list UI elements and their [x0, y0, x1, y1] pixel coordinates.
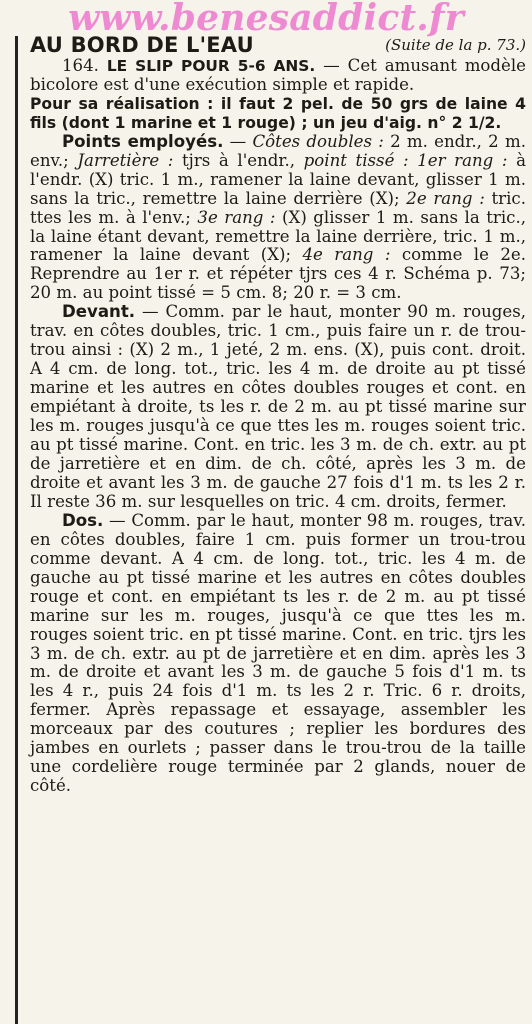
- points-text-4: à l'endr. (X) tric. 1 m., ramener la laine devant, glisser 1 m. sans la tric., remettre la laine derrière (X);: [30, 150, 526, 208]
- watermark-text: www.benesaddict.fr: [68, 0, 464, 39]
- item-number: 164.: [62, 55, 99, 75]
- points-text-5: tric. ttes les m. à l'env.;: [30, 188, 526, 227]
- points-text-7: comme le 2e. Reprendre au 1er r. et répéter tjrs ces 4 r. Schéma p. 73; 20 m. au point tissé = 5 cm. 8; 20 r. = 3 cm.: [30, 245, 526, 303]
- points-italic-3: point tissé : 1er rang :: [303, 150, 508, 170]
- dos-text: — Comm. par le haut, monter 98 m. rouges, trav. en côtes doubles, faire 1 cm. puis former un trou-trou comme devant. A 4 cm. de long. tot., tric. les 4 m. de gauche au pt tissé marine et les autres en côtes doubles rouge et cont. en empiétant ts les r. de 2 m. au pt tissé marine sur les m. rouges, jusqu'à ce que ttes les m. rouges soient tric. en pt tissé marine. Cont. en tric. tjrs les 3 m. de ch. extr. au pt de jarretière et en dim. après les 3 m. de droite et avant les 3 m. de gauche 5 fois d'1 m. ts les 4 r., puis 24 fois d'1 m. ts les 2 r. Tric. 6 r. droits, fermer. Après repassage et essayage, assembler les morceaux par des coutures ; replier les bordures des jambes en ourlets ; passer dans le trou-trou de la taille une cordelière rouge terminée par 2 glands, nouer de côté.: [30, 510, 526, 796]
- intro-paragraph: [30, 57, 526, 95]
- intro-text: — Cet amusant modèle bicolore est d'une exécution simple et rapide.: [30, 55, 526, 94]
- points-italic-2: Jarretière :: [77, 150, 174, 170]
- dos-paragraph: [30, 512, 526, 796]
- points-italic-6: 4e rang :: [302, 245, 391, 265]
- model-name: LE SLIP POUR 5-6 ANS.: [106, 56, 316, 75]
- article-title: AU BORD DE L'EAU: [30, 33, 254, 57]
- points-italic-5: 3e rang :: [197, 207, 276, 227]
- points-text-2: 2 m. endr., 2 m. env.;: [30, 131, 526, 170]
- column-rule: [15, 36, 18, 1024]
- points-label: Points employés.: [62, 131, 224, 151]
- points-text-3: tjrs à l'endr.,: [173, 150, 304, 170]
- devant-paragraph: [30, 303, 526, 511]
- points-paragraph: [30, 133, 526, 304]
- continuation-note: (Suite de la p. 73.): [385, 36, 526, 54]
- article-column: [30, 33, 526, 796]
- points-text-6: (X) glisser 1 m. sans la tric., la laine étant devant, remettre la laine derrière, tric. 1 m., ramener la laine devant (X);: [30, 207, 526, 265]
- materials-paragraph: Pour sa réalisation : il faut 2 pel. de 50 grs de laine 4 fils (dont 1 marine et 1 rouge) ; un jeu d'aig. n° 2 1/2.: [30, 94, 526, 132]
- devant-label: Devant.: [62, 302, 136, 322]
- devant-text: — Comm. par le haut, monter 90 m. rouges, trav. en côtes doubles, tric. 1 cm., puis faire un r. de trou-trou ainsi : (X) 2 m., 1 jeté, 2 m. ens. (X), puis cont. droit. A 4 cm. de long. tot., tric. les 4 m. de droite au pt tissé marine et les autres en côtes doubles rouges et cont. en empiétant à droite, ts les r. de 2 m. au pt tissé marine sur les m. rouges jusqu'à ce que ttes les m. rouges soient tric. au pt tissé marine. Cont. en tric. les 3 m. de ch. extr. au pt de jarretière et en dim. de ch. côté, après les 3 m. de droite et avant les 3 m. de gauche 27 fois d'1 m. ts les 2 r. Il reste 36 m. sur lesquelles on tric. 4 cm. droits, fermer.: [30, 302, 526, 511]
- article-heading: [30, 33, 526, 57]
- points-italic-4: 2e rang :: [406, 188, 485, 208]
- points-italic-1: Côtes doubles :: [252, 131, 384, 151]
- dos-label: Dos.: [62, 510, 104, 530]
- points-text-1: —: [223, 131, 253, 151]
